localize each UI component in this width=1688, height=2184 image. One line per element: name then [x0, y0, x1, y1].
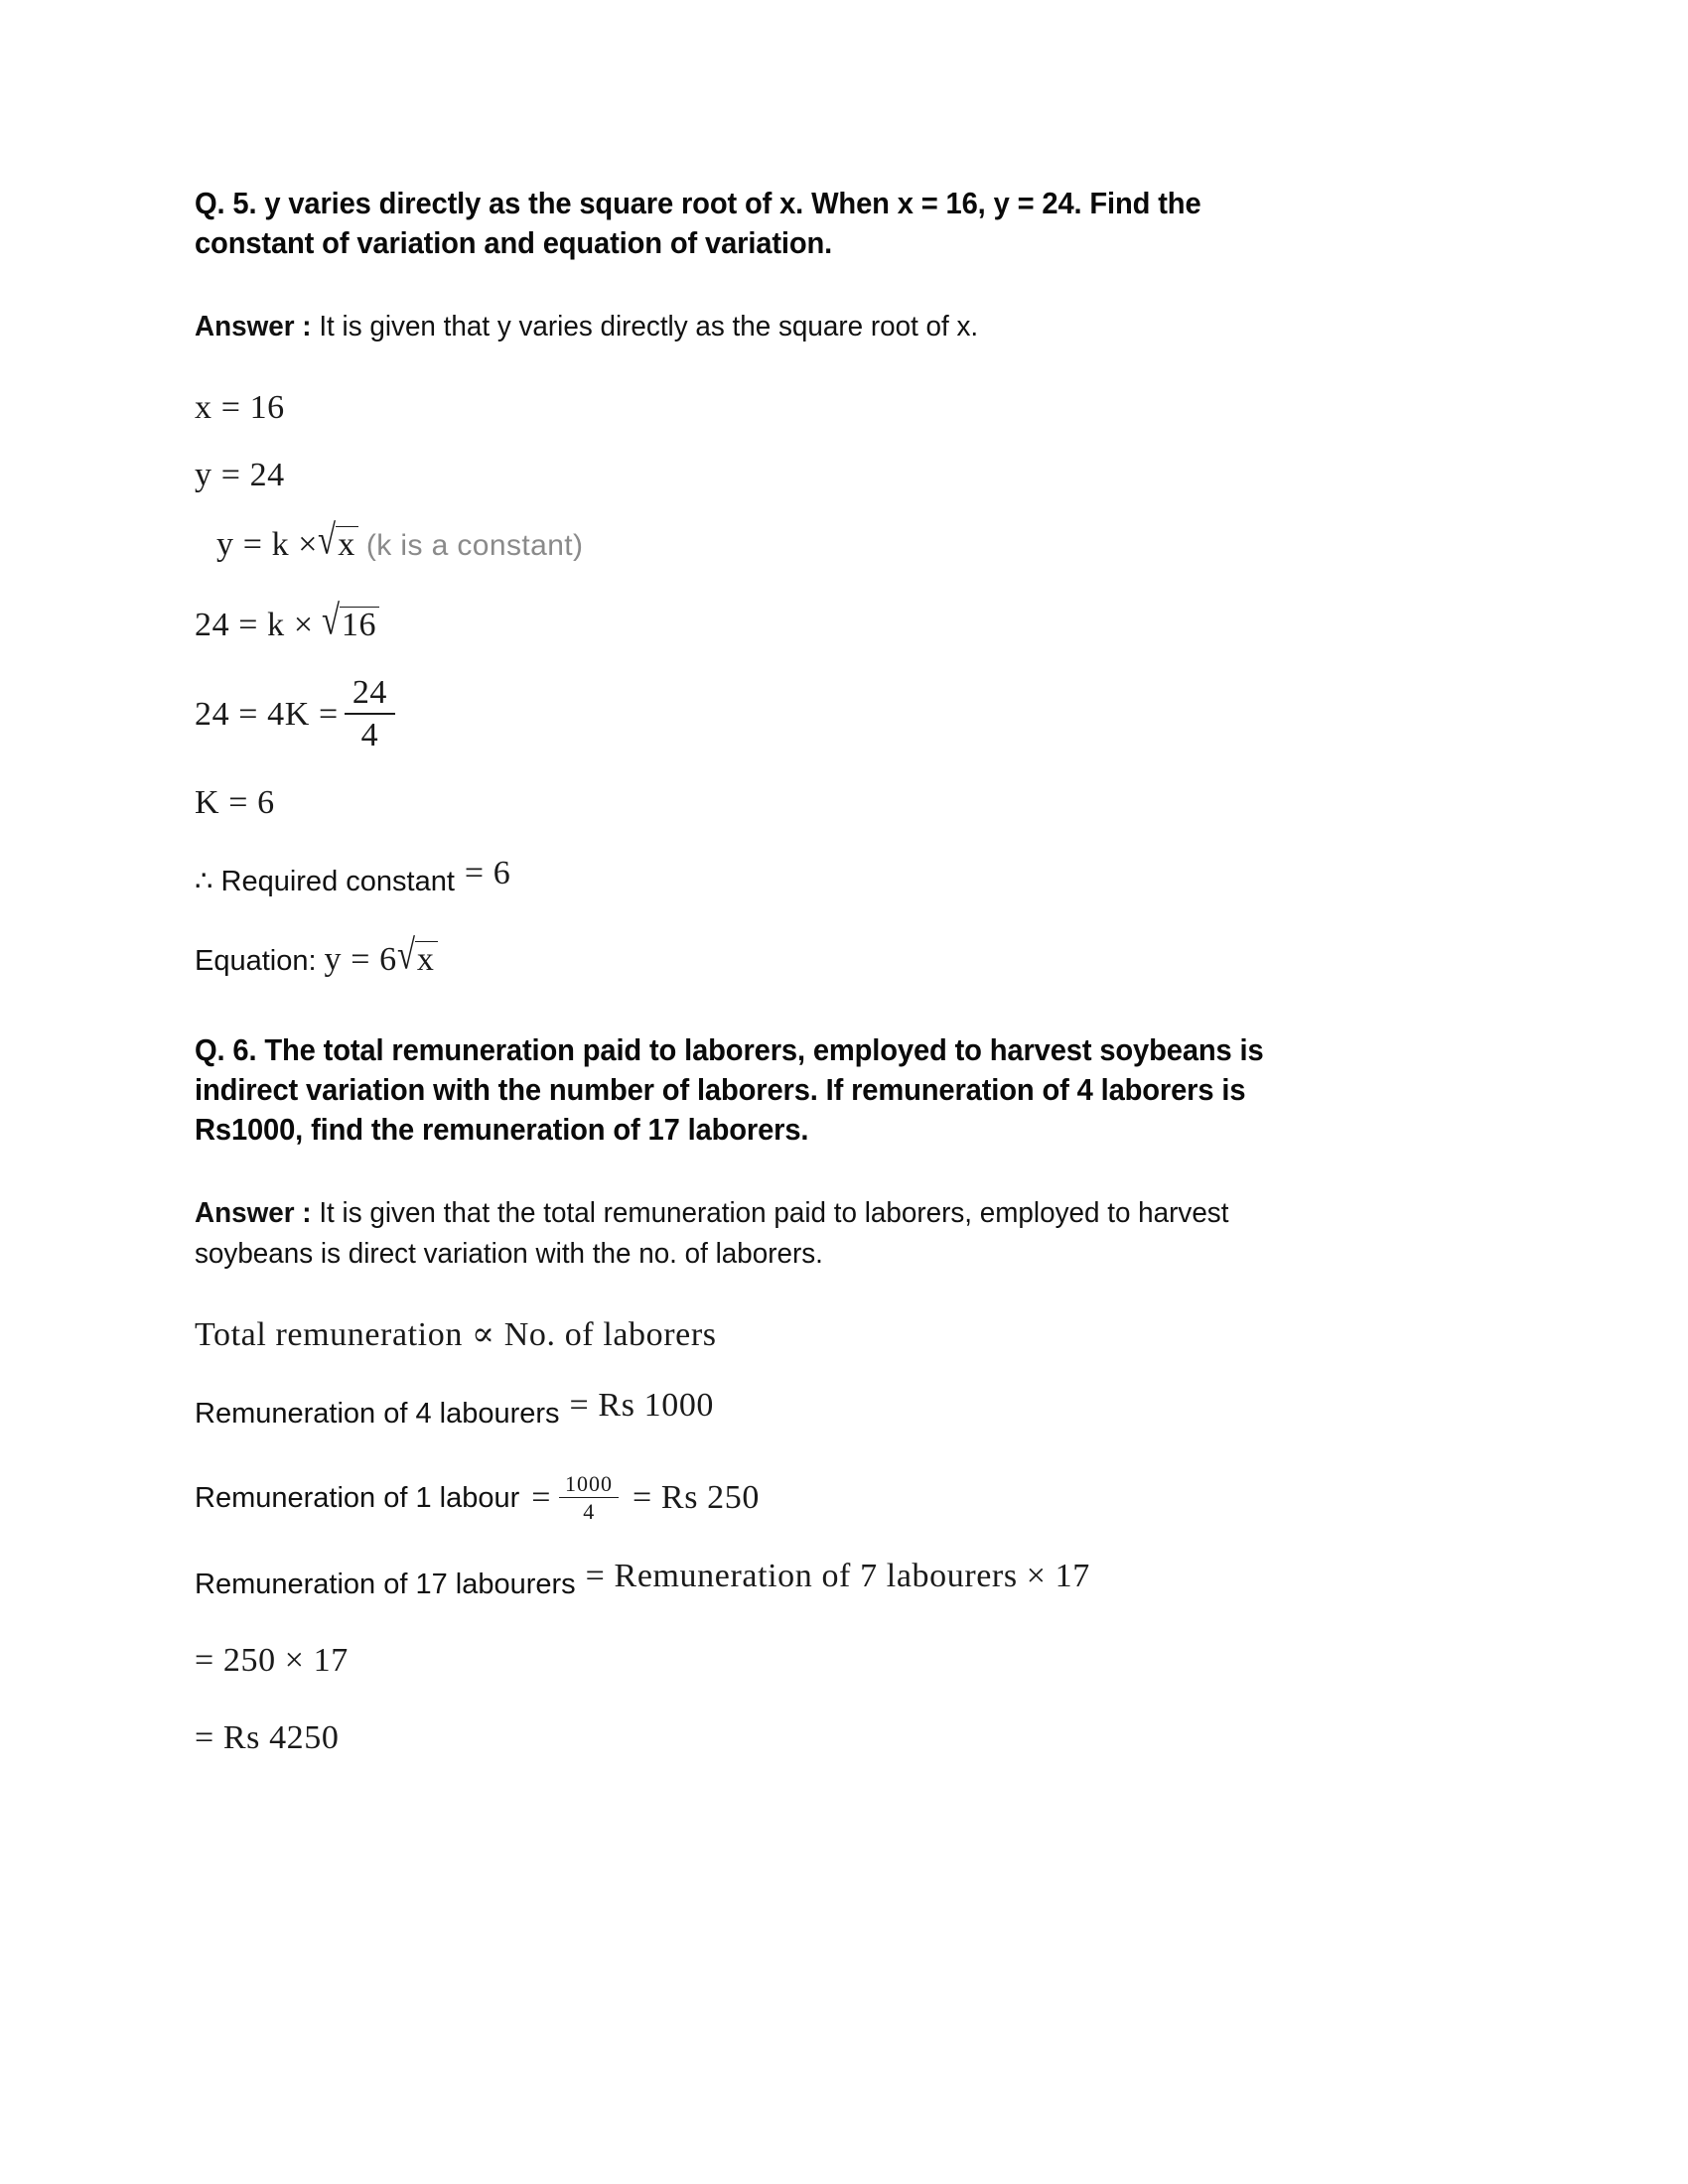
fraction-numerator: 24: [352, 674, 388, 711]
page-content: [195, 184, 1476, 1755]
rem-17-label: Remuneration of 17 labourers: [195, 1569, 576, 1600]
fraction-denominator: 4: [345, 713, 395, 752]
step-x-value: x = 16: [195, 389, 285, 426]
fraction-numerator: 1000: [565, 1471, 614, 1496]
required-constant-value: = 6: [464, 855, 511, 891]
rem-4-label: Remuneration of 4 labourers: [195, 1398, 560, 1430]
step-proportion-row: [195, 1318, 1476, 1352]
question-5-heading-line-1: Q. 5. y varies directly as the square root of x. When x = 16, y = 24. Find the: [195, 187, 1201, 220]
question-6-block: [195, 1030, 1476, 1755]
spacer: [195, 897, 1476, 941]
step-relation-lhs: y = k ×: [216, 526, 319, 563]
answer-text-line-1: It is given that the total remuneration paid to laborers, employed to harvest: [311, 1197, 1229, 1229]
answer-label: Answer :: [195, 311, 312, 342]
calc-line: = 250 × 17: [195, 1642, 349, 1679]
rem-1-result: = Rs 250: [633, 1479, 760, 1516]
question-6-heading-line-3: Rs1000, find the remuneration of 17 laborers.: [195, 1113, 809, 1147]
fraction-denominator: 4: [559, 1497, 619, 1523]
radicand: 16: [340, 607, 379, 642]
question-5-heading-line-2: constant of variation and equation of variation.: [195, 226, 833, 260]
equation-label: Equation:: [195, 945, 317, 977]
step-y-value: y = 24: [195, 457, 285, 493]
radicand: x: [336, 526, 358, 562]
spacer: [195, 642, 1476, 676]
step-conclusion-row: [195, 855, 1476, 897]
sqrt-x-radical-result: [396, 930, 438, 979]
spacer: [195, 425, 1476, 459]
proportion-statement: Total remuneration ∝ No. of laborers: [195, 1316, 717, 1353]
sqrt-16-radical: [321, 596, 379, 644]
constant-note: (k is a constant): [365, 529, 584, 562]
radical-sign: √: [396, 930, 416, 979]
step-rem-17-row: [195, 1558, 1476, 1600]
step-substituted-lhs: 24 = k ×: [195, 607, 314, 643]
question-6-answer-paragraph: [195, 1193, 1424, 1234]
spacer: [195, 1150, 1476, 1193]
spacer: [195, 492, 1476, 526]
spacer: [195, 263, 1476, 307]
equation-lhs: y = 6: [324, 941, 397, 978]
spacer: [195, 1352, 1476, 1396]
spacer: [195, 977, 1476, 1030]
spacer: [195, 563, 1476, 607]
step-fraction-row: [195, 676, 1476, 752]
spacer: [195, 1600, 1476, 1644]
spacer: [195, 752, 1476, 786]
step-fraction-lhs: 24 = 4K =: [195, 695, 339, 733]
step-final-row: [195, 1721, 1476, 1755]
spacer: [195, 1678, 1476, 1721]
step-equation-row: [195, 930, 1476, 979]
answer-text-line-2: soybeans is direct variation with the no. of laborers.: [195, 1238, 823, 1270]
spacer: [195, 1275, 1476, 1318]
step-k-result: K = 6: [195, 784, 275, 821]
radical-sign: √: [318, 515, 337, 564]
step-y-value-row: [195, 459, 1476, 492]
spacer: [195, 347, 1476, 391]
sqrt-x-radical: [318, 515, 358, 564]
question-5-answer-paragraph: [195, 307, 1424, 347]
question-5-heading: [195, 184, 1418, 263]
fraction-24-over-4: [345, 676, 395, 752]
question-6-answer-paragraph-cont: [195, 1234, 1424, 1275]
question-6-heading: [195, 1030, 1418, 1150]
rem-1-equals: =: [531, 1479, 552, 1516]
step-k-result-row: [195, 786, 1476, 820]
rem-17-value: = Remuneration of 7 labourers × 17: [585, 1558, 1090, 1594]
radical-sign: √: [321, 596, 341, 644]
answer-label: Answer :: [195, 1197, 312, 1229]
rem-4-value: = Rs 1000: [569, 1387, 715, 1424]
step-substituted-row: [195, 596, 1476, 644]
radicand: x: [415, 941, 438, 977]
question-6-heading-line-1: Q. 6. The total remuneration paid to laborers, employed to harvest soybeans is: [195, 1033, 1264, 1067]
question-5-block: [195, 184, 1476, 977]
step-rem-1-row: [195, 1473, 1476, 1523]
step-x-value-row: [195, 391, 1476, 425]
step-relation-row: [195, 515, 1476, 564]
spacer: [195, 1430, 1476, 1473]
spacer: [195, 820, 1476, 864]
final-answer: = Rs 4250: [195, 1719, 340, 1756]
answer-text: It is given that y varies directly as the square root of x.: [311, 311, 979, 342]
question-6-heading-line-2: indirect variation with the number of laborers. If remuneration of 4 laborers is: [195, 1073, 1246, 1107]
required-constant-label: ∴ Required constant: [195, 866, 455, 897]
step-rem-4-row: [195, 1387, 1476, 1430]
step-calc-row: [195, 1644, 1476, 1678]
fraction-1000-over-4: [559, 1473, 619, 1523]
rem-1-label: Remuneration of 1 labour: [195, 1481, 520, 1514]
